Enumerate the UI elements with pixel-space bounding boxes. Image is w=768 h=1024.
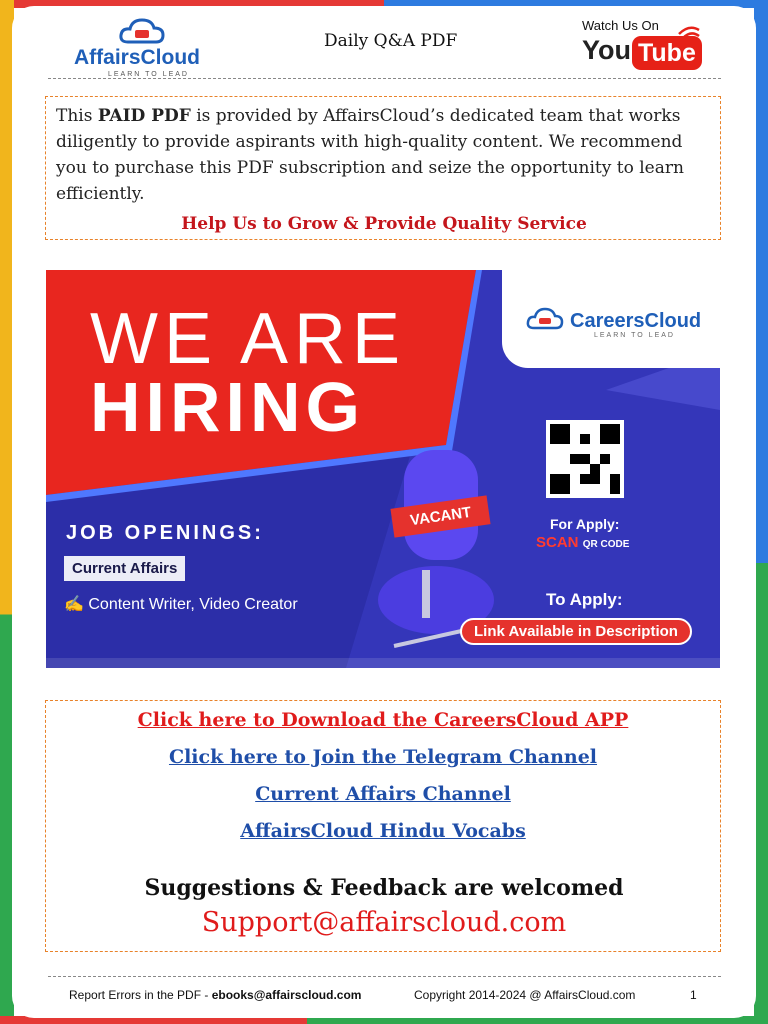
affairscloud-logo[interactable] bbox=[74, 16, 224, 76]
report-email[interactable]: ebooks@affairscloud.com bbox=[211, 988, 362, 1002]
youtube-you-text: You bbox=[582, 35, 631, 65]
links-box bbox=[45, 700, 721, 952]
qr-code-icon bbox=[550, 424, 620, 494]
telegram-link[interactable]: Click here to Join the Telegram Channel bbox=[168, 746, 598, 768]
grow-message: Help Us to Grow & Provide Quality Service bbox=[181, 214, 587, 234]
link-available-button[interactable]: Link Available in Description bbox=[460, 618, 692, 645]
page-footer bbox=[12, 988, 756, 1006]
youtube-tube-text: Tube bbox=[632, 36, 702, 70]
banner-hiring: HIRING bbox=[90, 368, 365, 446]
footer-divider bbox=[48, 976, 721, 977]
copyright-text: Copyright 2014-2024 @ AffairsCloud.com bbox=[414, 988, 636, 1002]
download-app-link[interactable]: Click here to Download the CareersCloud APP bbox=[137, 709, 629, 731]
header-divider bbox=[48, 78, 721, 79]
to-apply-label: To Apply: bbox=[546, 590, 623, 609]
job-roles: ✍ Content Writer, Video Creator bbox=[64, 596, 298, 613]
notice-text-before: This bbox=[56, 106, 98, 126]
hiring-banner[interactable] bbox=[46, 270, 720, 668]
current-affairs-channel-link[interactable]: Current Affairs Channel bbox=[255, 783, 511, 805]
youtube-badge[interactable] bbox=[580, 18, 710, 78]
careers-cloud-icon bbox=[526, 306, 564, 332]
pdf-page bbox=[12, 6, 756, 1018]
page-title: Daily Q&A PDF bbox=[324, 31, 458, 51]
careerscloud-tagline: LEARN TO LEAD bbox=[594, 332, 675, 339]
suggestions-text: Suggestions & Feedback are welcomed bbox=[144, 875, 624, 901]
report-errors-text bbox=[69, 988, 361, 1002]
youtube-watch-label: Watch Us On bbox=[582, 18, 659, 33]
frame-border-right bbox=[754, 0, 768, 1024]
cloud-icon bbox=[118, 16, 166, 46]
report-prefix: Report Errors in the PDF - bbox=[69, 988, 212, 1002]
page-number: 1 bbox=[690, 988, 697, 1002]
scan-qr-label bbox=[536, 534, 629, 551]
page-header bbox=[12, 6, 756, 82]
careerscloud-brand: CareersCloud bbox=[570, 310, 702, 332]
notice-paragraph bbox=[56, 103, 712, 207]
support-email[interactable]: Support@affairscloud.com bbox=[201, 907, 567, 938]
vacant-sign: VACANT bbox=[390, 495, 490, 537]
job-openings-heading: JOB OPENINGS: bbox=[66, 522, 264, 544]
for-apply-label: For Apply: bbox=[550, 516, 620, 532]
current-affairs-pill: Current Affairs bbox=[64, 556, 185, 581]
notice-text-bold: PAID PDF bbox=[97, 106, 191, 126]
logo-tagline: LEARN TO LEAD bbox=[108, 71, 189, 78]
paid-pdf-notice bbox=[45, 96, 721, 240]
qr-code[interactable] bbox=[546, 420, 624, 498]
careerscloud-logo bbox=[502, 270, 720, 368]
hindu-vocabs-link[interactable]: AffairsCloud Hindu Vocabs bbox=[240, 820, 526, 842]
banner-we-are: WE ARE bbox=[90, 299, 407, 379]
qr-code-word: QR CODE bbox=[582, 539, 630, 550]
logo-brand: AffairsCloud bbox=[74, 46, 200, 69]
notice-text-after: is provided by AffairsCloud’s dedicated team that works diligently to provide aspirants with high-quality content. We recommend you to purchase this PDF subscription and seize the opportunity to learn efficiently. bbox=[56, 106, 684, 204]
scan-word: SCAN bbox=[536, 534, 579, 551]
